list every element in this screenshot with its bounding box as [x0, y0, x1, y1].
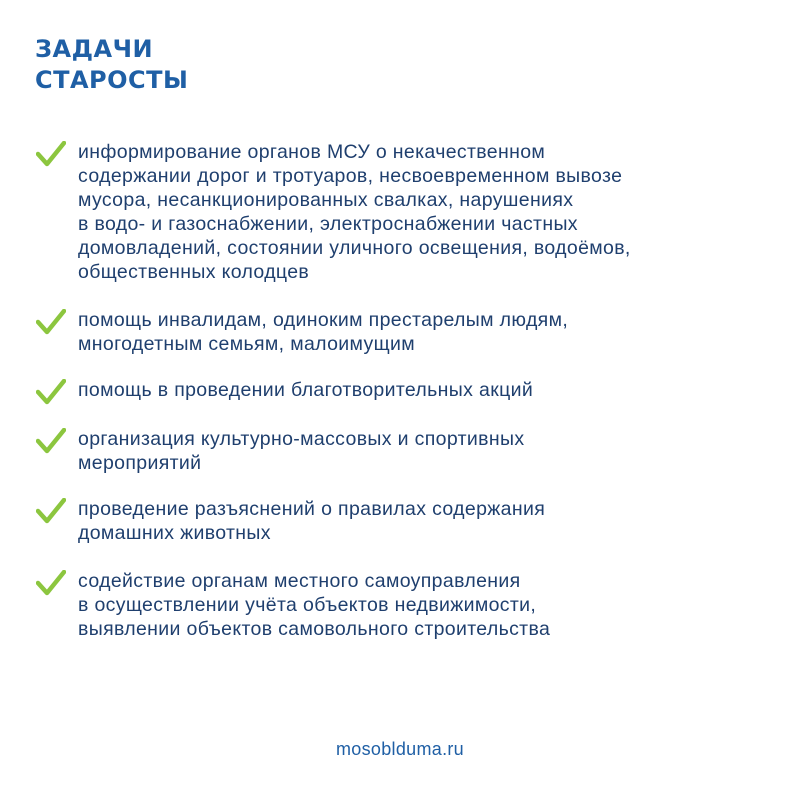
check-icon	[36, 498, 66, 524]
page-title-line-2: СТАРОСТЫ	[35, 66, 189, 94]
check-icon	[36, 570, 66, 596]
page-title	[35, 34, 188, 96]
check-icon	[36, 428, 66, 454]
footer-site-link[interactable]: mosoblduma.ru	[336, 739, 464, 759]
check-icon	[36, 309, 66, 335]
list-item-text: проведение разъяснений о правилах содержания домашних животных	[78, 498, 546, 544]
list-item-text: организация культурно-массовых и спортивных мероприятий	[78, 428, 525, 474]
list-item-text: содействие органам местного самоуправления в осуществлении учёта объектов недвижимости, выявлении объектов самовольного строительства	[78, 570, 551, 640]
page-title-line-1: ЗАДАЧИ	[35, 35, 154, 63]
list-item-text: помощь в проведении благотворительных акций	[78, 379, 534, 401]
list-item-text: информирование органов МСУ о некачественном содержании дорог и тротуаров, несвоевременном вывозе мусора, несанкционированных свалках, нарушениях в водо- и газоснабжении, электроснабжении частных домовладений, состоянии уличного освещения, водоёмов, общественных колодцев	[78, 141, 631, 283]
check-icon	[36, 141, 66, 167]
list-item-text: помощь инвалидам, одиноким престарелым людям, многодетным семьям, малоимущим	[78, 309, 569, 355]
check-icon	[36, 379, 66, 405]
